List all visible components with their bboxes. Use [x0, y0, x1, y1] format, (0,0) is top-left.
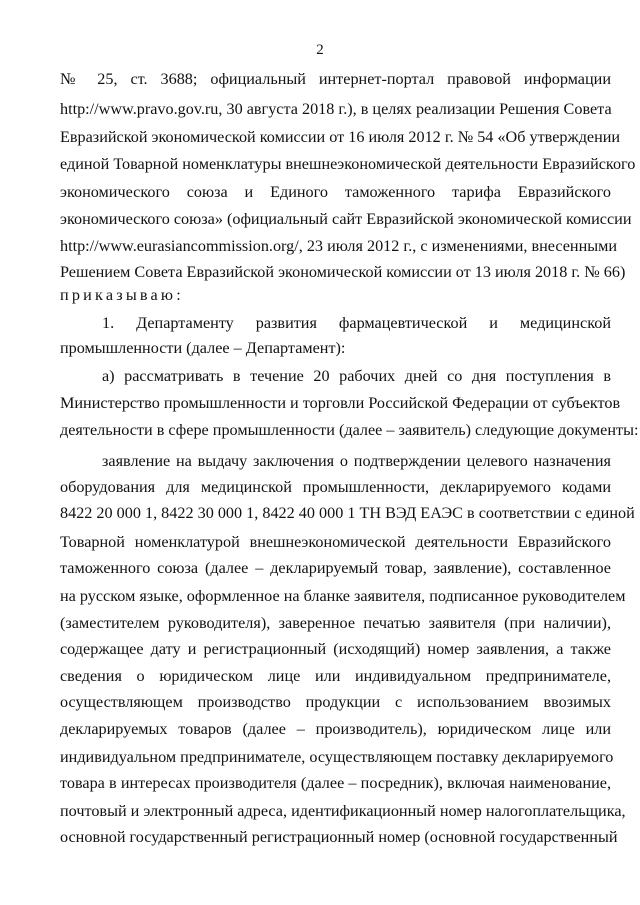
text-line: № 25, ст. 3688; официальный интернет-портал правовой информации — [60, 70, 611, 88]
text-line: 8422 20 000 1, 8422 30 000 1, 8422 40 000 1 ТН ВЭД ЕАЭС в соответствии с единой — [60, 504, 635, 522]
text-line: оборудования для медицинской промышленности, декларируемого кодами — [60, 478, 611, 496]
text-line: экономического союза и Единого таможенного тарифа Евразийского — [60, 183, 611, 201]
text-line: промышленности (далее – Департамент): — [60, 339, 346, 357]
text-line: заявление на выдачу заключения о подтверждении целевого назначения — [102, 452, 611, 470]
text-line: на русском языке, оформленное на бланке заявителя, подписанное руководителем — [60, 587, 626, 605]
text-line: http://www.pravo.gov.ru, 30 августа 2018 г.), в целях реализации Решения Совета — [60, 100, 612, 118]
text-line: Решением Совета Евразийской экономической комиссии от 13 июля 2018 г. № 66) — [60, 263, 626, 281]
text-line: http://www.eurasiancommission.org/, 23 июля 2012 г., с изменениями, внесенными — [60, 237, 618, 255]
page-number: 2 — [316, 42, 324, 58]
text-line: деятельности в сфере промышленности (далее – заявитель) следующие документы: — [60, 421, 639, 439]
text-line: приказываю: — [60, 286, 184, 304]
text-line: осуществляющем производство продукции с использованием ввозимых — [60, 693, 611, 711]
text-line: основной государственный регистрационный номер (основной государственный — [60, 828, 618, 846]
text-line: единой Товарной номенклатуры внешнеэкономической деятельности Евразийского — [60, 155, 636, 173]
text-line: Евразийской экономической комиссии от 16 июля 2012 г. № 54 «Об утверждении — [60, 128, 621, 146]
text-line: а) рассматривать в течение 20 рабочих дней со дня поступления в — [102, 367, 611, 385]
text-line: почтовый и электронный адреса, идентификационный номер налогоплательщика, — [60, 802, 626, 820]
text-line: 1. Департаменту развития фармацевтической и медицинской — [102, 314, 611, 332]
text-line: таможенного союза (далее – декларируемый товар, заявление), составленное — [60, 559, 611, 577]
text-line: Министерство промышленности и торговли Российской Федерации от субъектов — [60, 394, 621, 412]
text-line: товара в интересах производителя (далее – посредник), включая наименование, — [60, 774, 611, 792]
text-line: Товарной номенклатурой внешнеэкономической деятельности Евразийского — [60, 533, 611, 551]
text-line: экономического союза» (официальный сайт Евразийской экономической комиссии — [60, 210, 632, 228]
text-line: (заместителем руководителя), заверенное печатью заявителя (при наличии), — [60, 614, 611, 632]
text-line: сведения о юридическом лице или индивидуальном предпринимателе, — [60, 667, 611, 685]
text-line: индивидуальном предпринимателе, осуществляющем поставку декларируемого — [60, 748, 614, 766]
text-line: содержащее дату и регистрационный (исходящий) номер заявления, а также — [60, 640, 611, 658]
text-line: декларируемых товаров (далее – производитель), юридическом лице или — [60, 720, 611, 738]
